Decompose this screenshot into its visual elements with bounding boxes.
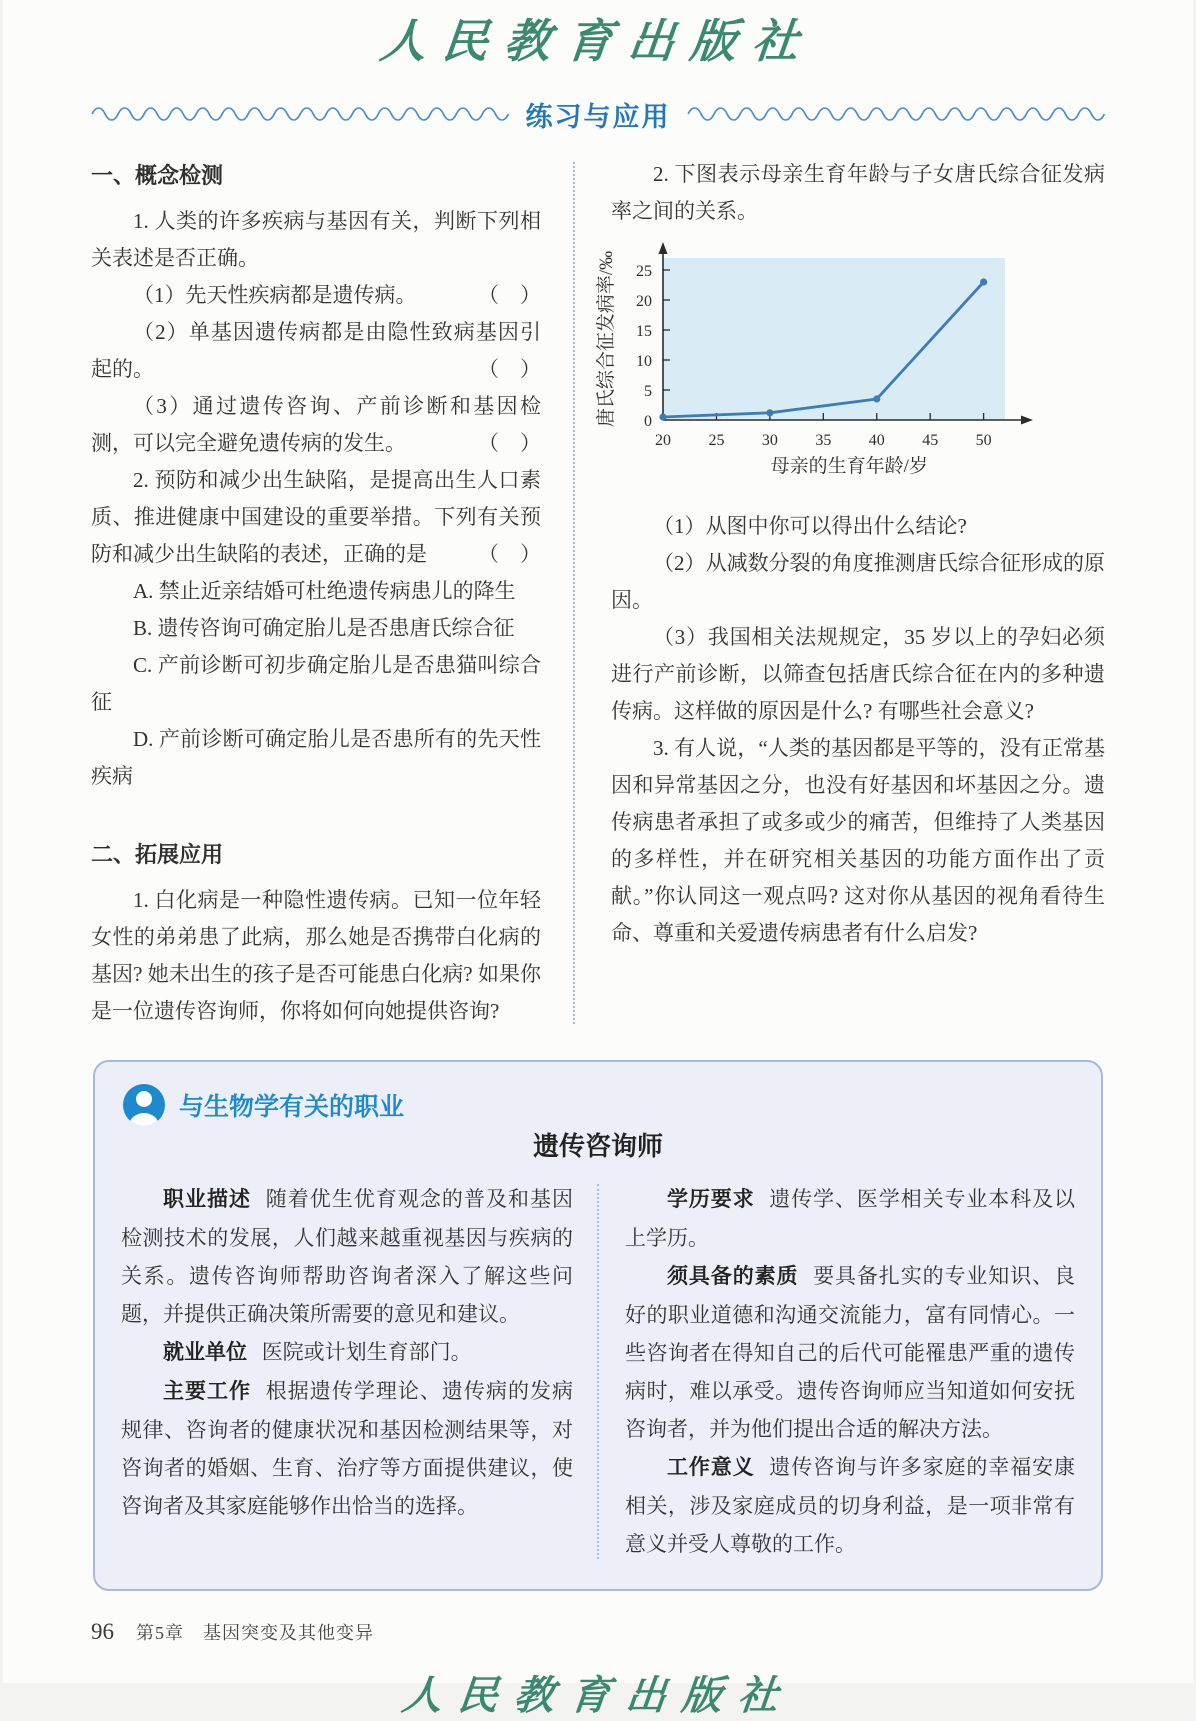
extension-heading: 二、拓展应用 [91, 842, 224, 867]
statement-1: （1）先天性疾病都是遗传病。 （ ） [91, 277, 541, 314]
statement-2: （2）单基因遗传病都是由隐性致病基因引起的。 （ ） [91, 314, 541, 388]
section-title: 练习与应用 [525, 101, 671, 132]
right-column [596, 156, 1105, 1030]
career-paragraph-qualities: 须具备的素质 要具备扎实的专业知识、良好的职业道德和沟通交流能力，富有同情心。一些咨询者在得知自己的后代可能罹患严重的遗传病时，难以承受。遗传咨询师应当知道如何安抚咨询者，并为他们提出合适的解决方法。 [625, 1264, 1076, 1441]
wave-rule-right [687, 107, 1106, 121]
svg-text:15: 15 [636, 323, 652, 340]
career-right-column [625, 1180, 1075, 1563]
person-icon [121, 1082, 167, 1128]
chapter-label: 第5章 基因突变及其他变异 [136, 1623, 374, 1643]
svg-text:45: 45 [922, 432, 939, 449]
option-d: D. 产前诊断可确定胎儿是否患所有的先天性疾病 [91, 727, 541, 788]
svg-text:40: 40 [868, 432, 885, 449]
textbook-page [3, 0, 1193, 1719]
svg-text:20: 20 [655, 432, 671, 449]
extension-question-1: 1. 白化病是一种隐性遗传病。已知一位年轻女性的弟弟患了此病，那么她是否携带白化病的基因? 她未出生的孩子是否可能患白化病? 如果你是一位遗传咨询师，你将如何向她提供咨询? [91, 888, 541, 1023]
publisher-logo-top: 人民教育出版社 [377, 14, 818, 68]
career-box [93, 1060, 1103, 1591]
svg-text:唐氏综合征发病率/‰: 唐氏综合征发病率/‰ [596, 250, 617, 428]
svg-text:0: 0 [644, 413, 652, 430]
answer-blank-4: （ ） [478, 542, 541, 566]
svg-text:20: 20 [636, 293, 652, 310]
career-title: 遗传咨询师 [532, 1131, 663, 1161]
option-c: C. 产前诊断可初步确定胎儿是否患猫叫综合征 [91, 653, 541, 714]
option-b: B. 遗传咨询可确定胎儿是否患唐氏综合征 [133, 616, 515, 640]
svg-text:25: 25 [708, 432, 725, 449]
statement-3: （3）通过遗传咨询、产前诊断和基因检测，可以完全避免遗传病的发生。 （ ） [91, 388, 541, 462]
answer-blank-2: （ ） [478, 357, 541, 381]
svg-text:50: 50 [975, 432, 992, 449]
sub-question-1: （1）从图中你可以得出什么结论? [653, 514, 967, 538]
career-paragraph-main-work: 主要工作 根据遗传学理论、遗传病的发病规律、咨询者的健康状况和基因检测结果等，对咨询者的婚姻、生育、治疗等方面提供建议，使咨询者及其家庭能够作出恰当的选择。 [121, 1379, 574, 1518]
svg-text:25: 25 [636, 263, 652, 280]
answer-blank-1: （ ） [478, 283, 541, 307]
section-header [91, 96, 1105, 132]
concept-check-heading: 一、概念检测 [91, 163, 224, 188]
career-badge-label: 与生物学有关的职业 [179, 1093, 405, 1121]
career-left-column [121, 1180, 573, 1563]
career-paragraph-description: 职业描述 随着优生优育观念的普及和基因检测技术的发展，人们越来越重视基因与疾病的关系。遗传咨询师帮助咨询者深入了解这些问题，并提供正确决策所需要的意见和建议。 [121, 1187, 574, 1326]
question-2-intro: 2. 预防和减少出生缺陷，是提高出生人口素质、推进健康中国建设的重要举措。下列有关预防和减少出生缺陷的表述，正确的是 （ ） [91, 462, 541, 573]
question-1-intro: 1. 人类的许多疾病与基因有关，判断下列相关表述是否正确。 [91, 209, 541, 270]
answer-blank-3: （ ） [478, 431, 541, 455]
career-paragraph-employer: 就业单位 医院或计划生育部门。 [163, 1340, 472, 1364]
wave-rule-left [91, 107, 510, 121]
career-box-divider [597, 1184, 599, 1559]
down-syndrome-chart [595, 238, 1041, 496]
exercise-columns [91, 156, 1105, 1030]
career-paragraph-significance: 工作意义 遗传咨询与许多家庭的幸福安康相关，涉及家庭成员的切身利益，是一项非常有意义并受人尊敬的工作。 [625, 1455, 1076, 1556]
page-footer [91, 1619, 1105, 1645]
svg-text:母亲的生育年龄/岁: 母亲的生育年龄/岁 [770, 456, 928, 477]
svg-text:30: 30 [761, 432, 778, 449]
publisher-logo-bottom: 人民教育出版社 [399, 1672, 797, 1719]
svg-text:5: 5 [644, 383, 652, 400]
career-columns [121, 1180, 1075, 1563]
svg-text:10: 10 [636, 353, 652, 370]
career-badge [121, 1082, 1075, 1128]
sub-question-3: （3）我国相关法规规定，35 岁以上的孕妇必须进行产前诊断，以筛查包括唐氏综合征在内的多种遗传病。这样做的原因是什么? 有哪些社会意义? [611, 625, 1105, 723]
option-a: A. 禁止近亲结婚可杜绝遗传病患儿的降生 [133, 579, 516, 603]
left-column [91, 156, 541, 1030]
column-divider [573, 162, 575, 1024]
question-3: 3. 有人说，“人类的基因都是平等的，没有正常基因和异常基因之分，也没有好基因和坏基因之分。遗传病患者承担了或多或少的痛苦，但维持了人类基因的多样性，并在研究相关基因的功能方面作出了贡献。”你认同这一观点吗? 这对你从基因的视角看待生命、尊重和关爱遗传病患者有什么启发? [611, 736, 1105, 945]
career-paragraph-education: 学历要求 遗传学、医学相关专业本科及以上学历。 [625, 1187, 1076, 1250]
sub-question-2: （2）从减数分裂的角度推测唐氏综合征形成的原因。 [611, 551, 1105, 612]
chart-question-intro: 2. 下图表示母亲生育年龄与子女唐氏综合征发病率之间的关系。 [611, 162, 1105, 223]
page-number: 96 [91, 1619, 114, 1644]
chart-figure [595, 238, 1105, 496]
svg-text:35: 35 [815, 432, 832, 449]
